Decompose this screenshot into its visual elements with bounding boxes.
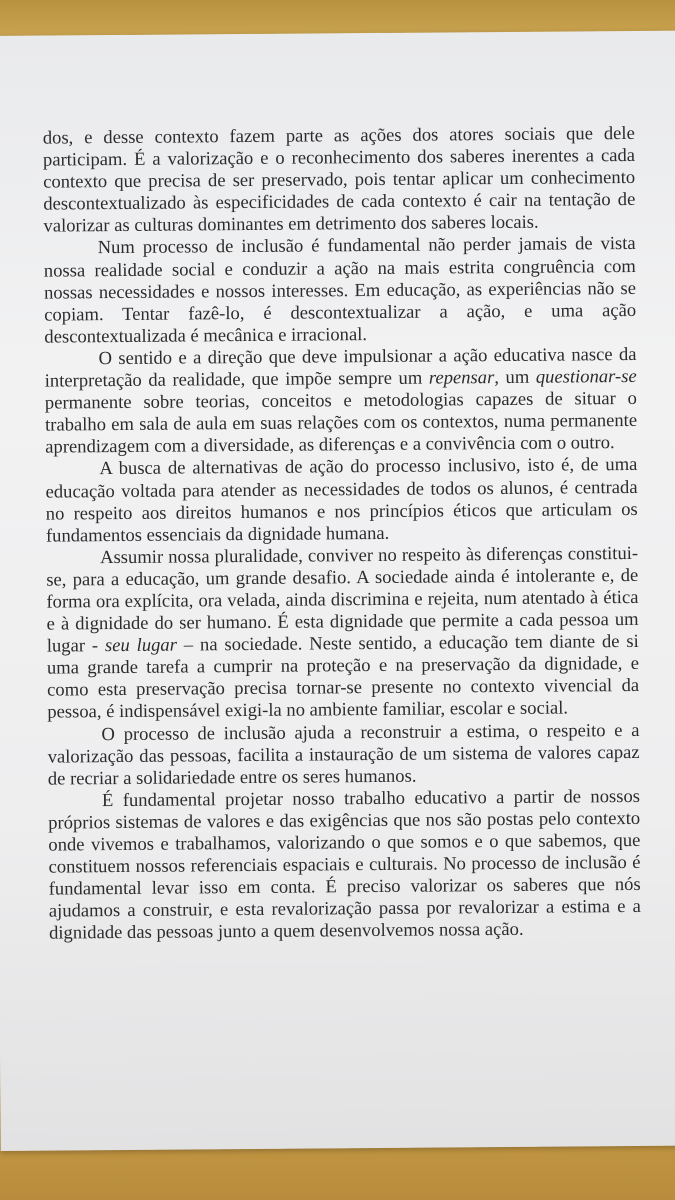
paragraph-4-text: A busca de alternativas de ação do processo inclusivo, isto é, de uma educação voltada para atender as necessidades de todos os alunos, é centrada no respeito aos direitos humanos e nos princípios éticos que articulam os fundamentos essenciais da dignidade humana.: [45, 454, 638, 547]
paragraph-3: [44, 344, 637, 459]
paragraph-1: [43, 123, 636, 238]
paragraph-2-text: Num processo de inclusão é fundamental não perder jamais de vista nossa realidade social e conduzir a ação na mais estrita congruência com nossas necessidades e nossos interesses. Em educação, as experiências não se copiam. Tentar fazê-lo, é descontextualizar a ação, e uma ação descontextualizada é mecânica e irracional.: [43, 233, 637, 348]
paragraph-3-italic-repensar: repensar: [428, 367, 495, 389]
paragraph-5-text-b: – na sociedade. Neste sentido, a educação tem diante de si uma grande tarefa a cumprir na proteção e na preservação da dignidade, e como esta preservação precisa tornar-se presente no contexto vivencial da pessoa, é indispensável exigi-la no ambiente familiar, escolar e social.: [46, 631, 640, 724]
paragraph-2: [44, 233, 637, 348]
paragraph-5-text-a: Assumir nossa pluralidade, conviver no respeito às diferenças constitui-se, para a educação, um grande desafio. A sociedade ainda é intolerante e, de forma ora explícita, ora velada, ainda discrimina e rejeita, num atentado à ética e à dignidade do ser humano. É esta dignidade que permite a cada pessoa um lugar -: [46, 542, 639, 657]
paragraph-3-text-c: permanente sobre teorias, conceitos e metodologias capazes de situar o trabalho em sala de aula em suas relações com os contextos, numa permanente aprendizagem com a diversidade, as diferenças e a convivência com o outro.: [44, 388, 638, 458]
paragraph-6: [47, 719, 640, 790]
paragraph-5-italic-seu-lugar: seu lugar: [104, 634, 178, 657]
paragraph-7: [48, 786, 641, 945]
paragraph-3-text-a: O sentido e a direção que deve impulsionar a ação educativa nasce da interpretação da realidade, que impõe sempre um: [44, 343, 637, 392]
paragraph-4: [45, 454, 638, 547]
paragraph-5: [46, 543, 639, 724]
paragraph-3-text-b: , um: [494, 366, 536, 389]
paragraph-7-text: É fundamental projetar nosso trabalho educativo a partir de nossos próprios sistemas de valores e das exigências que nos são postas pelo contexto onde vivemos e trabalhamos, valorizando o que somos e o que sabemos, que constituem nossos referenciais espaciais e culturais. No processo de inclusão é fundamental levar isso em conta. É preciso valorizar os saberes que nós ajudamos a construir, e esta revalorização passa por revalorizar a estima e a dignidade das pessoas junto a quem desenvolvemos nossa ação.: [48, 785, 641, 944]
body-text: [43, 123, 641, 945]
paragraph-6-text: O processo de inclusão ajuda a reconstruir a estima, o respeito e a valorização das pessoas, facilita a instauração de um sistema de valores capaz de recriar a solidariedade entre os seres humanos.: [47, 719, 640, 790]
paragraph-3-italic-questionar: questionar-se: [535, 365, 637, 388]
book-page: [0, 31, 675, 1151]
paragraph-1-text: dos, e desse contexto fazem parte as ações dos atores sociais que dele participam. É a valorização e o reconhecimento dos saberes inerentes a cada contexto que precisa de ser preservado, pois tentar aplicar um conhecimento descontextualizado às especificidades de cada contexto é cair na tentação de valorizar as culturas dominantes em detrimento dos saberes locais.: [42, 122, 636, 237]
